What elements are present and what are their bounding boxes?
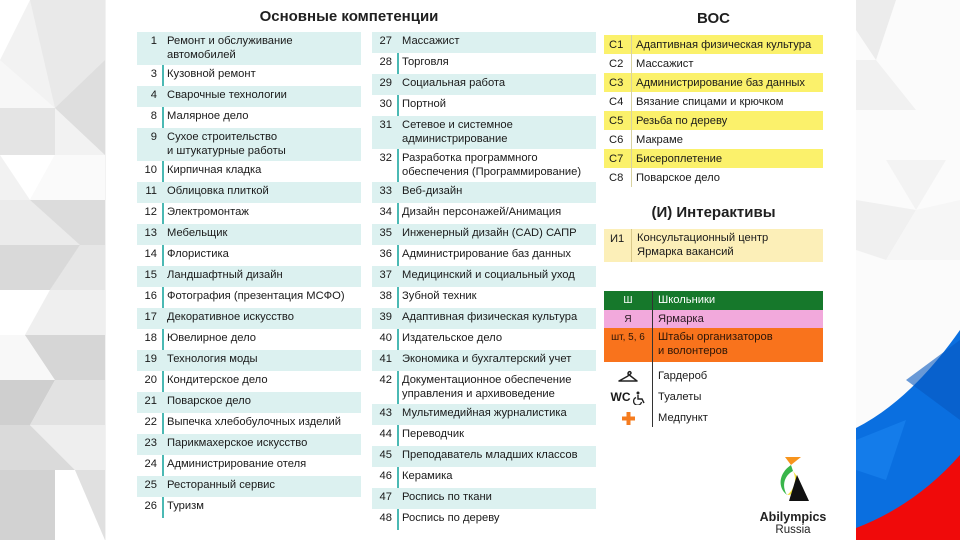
competency-label: Выпечка хлебобулочных изделий <box>167 416 341 428</box>
competency-number: 46 <box>379 470 392 482</box>
competency-label: Кондитерское дело <box>167 374 268 386</box>
competency-number: 28 <box>379 56 392 68</box>
voc-code: С3 <box>609 76 624 89</box>
competency-label: Социальная работа <box>402 77 506 89</box>
competency-label: Торговля <box>402 56 449 68</box>
voc-row <box>604 73 823 92</box>
competency-row <box>372 488 596 509</box>
medical-cross-icon <box>604 408 652 429</box>
wc-accessible-icon <box>604 387 652 408</box>
competency-label: Технология моды <box>167 353 258 365</box>
legend-key: Я <box>624 314 632 325</box>
competency-row <box>137 107 361 128</box>
competency-number: 11 <box>145 185 157 197</box>
competency-row <box>137 86 361 107</box>
competency-number: 20 <box>144 374 157 386</box>
competency-number: 8 <box>150 110 157 122</box>
competency-row <box>372 116 596 149</box>
interactive-item <box>604 229 823 262</box>
competency-row <box>137 455 361 476</box>
legend-label: Медпункт <box>658 412 708 424</box>
voc-row <box>604 168 823 187</box>
abilympics-emblem-icon <box>773 455 813 503</box>
competency-number: 32 <box>379 152 392 164</box>
interactive-label: Консультационный центр Ярмарка вакансий <box>631 229 768 262</box>
voc-label: Макраме <box>636 133 683 146</box>
competency-number: 44 <box>379 428 392 440</box>
competency-number: 23 <box>144 437 157 449</box>
competency-number: 41 <box>379 353 392 365</box>
competency-label: Керамика <box>402 470 453 482</box>
competency-row <box>137 245 361 266</box>
voc-row <box>604 130 823 149</box>
voc-label: Вязание спицами и крючком <box>636 95 784 108</box>
competency-row <box>372 287 596 308</box>
competency-number: 37 <box>379 269 392 281</box>
competency-column-1 <box>137 32 361 518</box>
competency-label: Издательское дело <box>402 332 503 344</box>
competency-label: Документационное обеспечение управления и архивоведение <box>402 374 572 400</box>
competency-label: Сетевое и системное администрирование <box>402 119 513 145</box>
voc-label: Поварское дело <box>636 171 720 184</box>
competency-number: 19 <box>144 353 157 365</box>
competency-row <box>137 413 361 434</box>
document-sheet <box>106 0 856 540</box>
competency-number: 40 <box>379 332 392 344</box>
competency-number: 39 <box>379 311 392 323</box>
competency-label: Адаптивная физическая культура <box>402 311 578 323</box>
competency-number: 35 <box>379 227 392 239</box>
competency-label: Поварское дело <box>167 395 251 407</box>
competency-label: Ресторанный сервис <box>167 479 276 491</box>
competency-number: 24 <box>144 458 157 470</box>
competency-label: Декоративное искусство <box>167 311 294 323</box>
competency-row <box>137 203 361 224</box>
competency-row <box>137 65 361 86</box>
legend-label: Штабы организаторов и волонтеров <box>658 331 773 357</box>
logo-subtitle: Russia <box>775 524 811 536</box>
competency-row <box>137 32 361 65</box>
voc-label: Администрирование баз данных <box>636 76 806 89</box>
competency-number: 47 <box>379 491 392 503</box>
voc-label: Массажист <box>636 57 694 70</box>
competency-label: Флористика <box>167 248 229 260</box>
competency-label: Медицинский и социальный уход <box>402 269 575 281</box>
competency-label: Сварочные технологии <box>167 89 287 101</box>
competency-label: Веб-дизайн <box>402 185 463 197</box>
competency-row <box>137 224 361 245</box>
competency-label: Ландшафтный дизайн <box>167 269 283 281</box>
competency-number: 30 <box>379 98 392 110</box>
voc-row <box>604 111 823 130</box>
competency-row <box>137 350 361 371</box>
decorative-pattern-left <box>0 0 106 540</box>
competency-label: Кирпичная кладка <box>167 164 262 176</box>
competency-row <box>137 128 361 161</box>
legend-label: Туалеты <box>658 391 702 403</box>
competencies-title: Основные компетенции <box>259 8 439 25</box>
competency-label: Переводчик <box>402 428 465 440</box>
competency-row <box>372 308 596 329</box>
competency-number: 18 <box>144 332 157 344</box>
competency-label: Мультимедийная журналистика <box>402 407 567 419</box>
competency-number: 13 <box>144 227 157 239</box>
legend-fair <box>604 310 823 328</box>
competency-number: 36 <box>379 248 392 260</box>
competency-row <box>372 404 596 425</box>
competency-label: Ювелирное дело <box>167 332 256 344</box>
competency-label: Инженерный дизайн (CAD) САПР <box>402 227 577 239</box>
competency-row <box>372 95 596 116</box>
competency-number: 10 <box>144 164 157 176</box>
legend-headquarters <box>604 328 823 362</box>
competency-number: 17 <box>144 311 157 323</box>
competency-row <box>137 497 361 518</box>
hanger-icon <box>604 366 652 387</box>
wc-text: WC <box>610 389 631 404</box>
competency-number: 33 <box>379 185 392 197</box>
competency-number: 1 <box>150 35 157 47</box>
competency-number: 43 <box>379 407 392 419</box>
competency-label: Парикмахерское искусство <box>167 437 308 449</box>
competency-row <box>137 182 361 203</box>
competency-number: 21 <box>144 395 157 407</box>
competency-row <box>137 476 361 497</box>
competency-row <box>372 74 596 95</box>
legend-schoolchildren <box>604 291 823 310</box>
competency-number: 31 <box>379 119 392 131</box>
competency-number: 25 <box>144 479 157 491</box>
competency-label: Зубной техник <box>402 290 477 302</box>
logo-brand: Abilympics <box>759 510 827 524</box>
competency-row <box>137 308 361 329</box>
competency-row <box>372 224 596 245</box>
competency-number: 16 <box>144 290 157 302</box>
competency-number: 26 <box>144 500 157 512</box>
competency-number: 22 <box>144 416 157 428</box>
voc-row <box>604 92 823 111</box>
competency-column-2 <box>372 32 596 530</box>
competency-row <box>372 329 596 350</box>
competency-number: 3 <box>150 68 157 80</box>
legend-table <box>604 291 823 429</box>
competency-label: Роспись по дереву <box>402 512 500 524</box>
legend-key: Ш <box>623 295 633 306</box>
competency-row <box>372 53 596 74</box>
voc-row <box>604 35 823 54</box>
competency-row <box>372 245 596 266</box>
voc-code: С2 <box>609 57 624 70</box>
competency-number: 9 <box>150 131 157 143</box>
competency-row <box>372 266 596 287</box>
competency-number: 15 <box>144 269 157 281</box>
competency-number: 12 <box>144 206 157 218</box>
competency-row <box>137 392 361 413</box>
competency-row <box>372 149 596 182</box>
voc-title: ВОС <box>697 10 730 27</box>
competency-label: Малярное дело <box>167 110 249 122</box>
competency-label: Администрирование баз данных <box>402 248 572 260</box>
competency-label: Администрирование отеля <box>167 458 307 470</box>
competency-number: 45 <box>379 449 392 461</box>
voc-label: Резьба по дереву <box>636 114 728 127</box>
competency-label: Разработка программного обеспечения (Программирование) <box>402 152 582 178</box>
competency-label: Массажист <box>402 35 460 47</box>
competency-label: Кузовной ремонт <box>167 68 256 80</box>
legend-label: Школьники <box>658 294 716 306</box>
competency-label: Туризм <box>167 500 204 512</box>
competency-row <box>137 329 361 350</box>
competency-row <box>137 371 361 392</box>
competency-label: Электромонтаж <box>167 206 249 218</box>
competency-label: Преподаватель младших классов <box>402 449 578 461</box>
competency-row <box>137 161 361 182</box>
competency-row <box>137 266 361 287</box>
competency-number: 29 <box>379 77 392 89</box>
competency-label: Фотография (презентация МСФО) <box>167 290 345 302</box>
competency-row <box>372 467 596 488</box>
voc-divider <box>631 35 632 187</box>
competency-row <box>372 509 596 530</box>
legend-divider <box>652 291 653 427</box>
voc-code: С6 <box>609 133 624 146</box>
competency-label: Ремонт и обслуживание автомобилей <box>167 35 293 61</box>
competency-number: 14 <box>144 248 157 260</box>
legend-cloakroom <box>604 366 823 387</box>
voc-label: Бисероплетение <box>636 152 723 165</box>
competency-row <box>372 203 596 224</box>
legend-label: Гардероб <box>658 370 708 382</box>
competency-row <box>372 350 596 371</box>
competency-label: Дизайн персонажей/Анимация <box>402 206 562 218</box>
competency-row <box>137 434 361 455</box>
competency-label: Сухое строительство и штукатурные работы <box>167 131 286 157</box>
competency-number: 48 <box>379 512 392 524</box>
russian-flag-decoration <box>856 0 960 540</box>
interactive-code: И1 <box>610 233 625 245</box>
competency-label: Облицовка плиткой <box>167 185 269 197</box>
interactives-title: (И) Интерактивы <box>651 204 776 221</box>
competency-row <box>372 371 596 404</box>
competency-row <box>372 32 596 53</box>
competency-number: 27 <box>379 35 392 47</box>
voc-code: С8 <box>609 171 624 184</box>
competency-label: Экономика и бухгалтерский учет <box>402 353 572 365</box>
voc-row <box>604 149 823 168</box>
competency-row <box>372 446 596 467</box>
voc-code: С4 <box>609 95 624 108</box>
voc-label: Адаптивная физическая культура <box>636 38 812 51</box>
abilympics-logo <box>738 455 848 536</box>
voc-code: С5 <box>609 114 624 127</box>
legend-toilets <box>604 387 823 408</box>
competency-row <box>137 287 361 308</box>
competency-number: 4 <box>150 89 157 101</box>
legend-label: Ярмарка <box>658 313 704 325</box>
competency-label: Портной <box>402 98 447 110</box>
legend-key: шт, 5, 6 <box>611 332 645 343</box>
legend-first-aid <box>604 408 823 429</box>
competency-label: Мебельщик <box>167 227 228 239</box>
competency-number: 38 <box>379 290 392 302</box>
voc-table <box>604 35 823 187</box>
competency-number: 34 <box>379 206 392 218</box>
competency-row <box>372 182 596 203</box>
voc-code: С1 <box>609 38 624 51</box>
voc-code: С7 <box>609 152 624 165</box>
competency-label: Роспись по ткани <box>402 491 492 503</box>
competency-row <box>372 425 596 446</box>
voc-row <box>604 54 823 73</box>
competency-number: 42 <box>379 374 392 386</box>
